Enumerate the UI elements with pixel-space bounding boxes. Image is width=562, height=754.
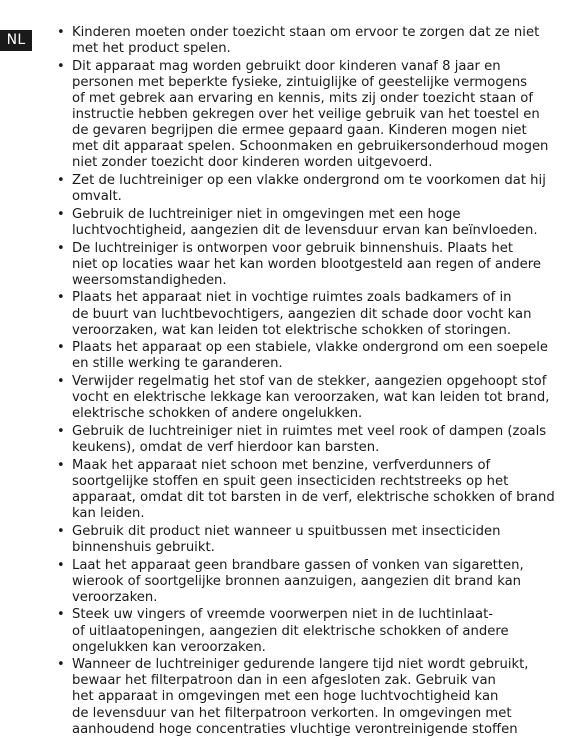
list-item-text-line: vocht en elektrische lekkage kan veroorzaken, wat kan leiden tot brand, bbox=[72, 390, 550, 406]
list-item-text-line: of met gebrek aan ervaring en kennis, mits zij onder toezicht staan of bbox=[72, 90, 533, 106]
bullet-icon: • bbox=[57, 240, 65, 256]
list-item bbox=[56, 457, 555, 522]
language-badge: NL bbox=[0, 30, 32, 51]
list-item-text-line: omvalt. bbox=[72, 189, 122, 205]
list-item bbox=[56, 58, 549, 172]
list-item-text-line: veroorzaken. bbox=[72, 589, 158, 605]
bullet-icon: • bbox=[57, 424, 65, 439]
bullet-icon: • bbox=[57, 290, 65, 306]
list-item-text-line: Dit apparaat mag worden gebruikt door kinderen vanaf 8 jaar en bbox=[72, 58, 501, 74]
list-item-text-line: Laat het apparaat geen brandbare gassen of vonken van sigaretten, bbox=[72, 557, 524, 573]
list-item-text-line: de levensduur van het filterpatroon verkorten. In omgevingen met bbox=[72, 705, 512, 721]
list-item-text-line: de gevaren begrijpen die ermee gepaard gaan. Kinderen mogen niet bbox=[72, 123, 527, 139]
bullet-icon: • bbox=[57, 173, 65, 189]
list-item-text-line: weersomstandigheden. bbox=[72, 272, 227, 288]
bullet-icon: • bbox=[57, 25, 65, 40]
list-item-text-line: apparaat, omdat dit tot barsten in de verf, elektrische schokken of brand bbox=[72, 489, 555, 505]
safety-list bbox=[56, 25, 555, 738]
list-item bbox=[56, 424, 546, 456]
list-item-text-line: aanhoudend hoge concentraties vluchtige verontreinigende stoffen bbox=[72, 721, 518, 737]
list-item-text-line: personen met beperkte fysieke, zintuiglijke of geestelijke vermogens bbox=[72, 74, 528, 90]
list-item-text-line: Maak het apparaat niet schoon met benzine, verfverdunners of bbox=[72, 457, 491, 473]
list-item-text-line: niet op locaties waar het kan worden blootgesteld aan regen of andere bbox=[72, 256, 541, 272]
bullet-icon: • bbox=[57, 657, 65, 673]
list-item bbox=[56, 241, 546, 289]
list-item-text-line: instructie hebben gekregen over het veilige gebruik van het toestel en bbox=[72, 107, 540, 123]
list-item-text-line: het apparaat in omgevingen met een hoge luchtvochtigheid kan bbox=[72, 689, 499, 705]
bullet-icon: • bbox=[57, 206, 65, 222]
list-item-text-line: de buurt van luchtbevochtigers, aangezien dit schade door vocht kan bbox=[72, 306, 532, 322]
list-item-text-line: of uitlaatopeningen, aangezien dit elektrische schokken of andere bbox=[72, 623, 509, 639]
safety-instructions bbox=[56, 25, 555, 739]
list-item bbox=[56, 607, 546, 655]
list-item-text-line: en stille werking te garanderen. bbox=[72, 356, 283, 372]
bullet-icon: • bbox=[57, 340, 65, 356]
list-item-text-line: Plaats het apparaat niet in vochtige ruimtes zoals badkamers of in bbox=[72, 290, 512, 306]
list-item bbox=[56, 173, 546, 205]
list-item-text-line: Gebruik de luchtreiniger niet in ruimtes met veel rook of dampen (zoals bbox=[72, 424, 547, 439]
list-item-text-line: luchtvochtigheid, aangezien dit de levensduur ervan kan beïnvloeden. bbox=[72, 222, 538, 238]
list-item-text-line: niet zonder toezicht door kinderen worden uitgevoerd. bbox=[72, 155, 433, 171]
list-item-text-line: Gebruik de luchtreiniger niet in omgevingen met een hoge bbox=[72, 206, 461, 222]
bullet-icon: • bbox=[57, 557, 65, 573]
list-item-text-line: ongelukken kan veroorzaken. bbox=[72, 639, 266, 655]
list-item-text-line: wierook of soortgelijke bronnen aanzuigen, aangezien dit brand kan bbox=[72, 573, 522, 589]
list-item bbox=[56, 25, 546, 57]
list-item bbox=[56, 558, 546, 606]
list-item-text-line: soortgelijke stoffen en spuit geen insecticiden rechtstreeks op het bbox=[72, 473, 509, 489]
list-item bbox=[56, 657, 546, 737]
list-item-text-line: bewaar het filterpatroon dan in een afgesloten zak. Gebruik van bbox=[72, 673, 496, 689]
list-item bbox=[56, 374, 550, 422]
list-item-text-line: De luchtreiniger is ontworpen voor gebruik binnenshuis. Plaats het bbox=[72, 240, 513, 256]
list-item-text-line: met het product spelen. bbox=[72, 41, 231, 57]
list-item-text-line: elektrische schokken of andere ongelukken. bbox=[72, 406, 363, 422]
list-item bbox=[56, 340, 546, 372]
list-item-text-line: Steek uw vingers of vreemde voorwerpen niet in de luchtinlaat- bbox=[72, 607, 494, 623]
list-item-text-line: Gebruik dit product niet wanneer u spuitbussen met insecticiden bbox=[72, 523, 501, 539]
list-item-text-line: Wanneer de luchtreiniger gedurende langere tijd niet wordt gebruikt, bbox=[72, 657, 529, 673]
list-item bbox=[56, 524, 546, 556]
bullet-icon: • bbox=[57, 607, 65, 623]
bullet-icon: • bbox=[57, 457, 65, 473]
list-item-text-line: Kinderen moeten onder toezicht staan om ervoor te zorgen dat ze niet bbox=[72, 25, 540, 40]
bullet-icon: • bbox=[57, 58, 65, 74]
list-item bbox=[56, 290, 546, 338]
list-item-text-line: Zet de luchtreiniger op een vlakke ondergrond om te voorkomen dat hij bbox=[72, 173, 546, 189]
bullet-icon: • bbox=[57, 523, 65, 539]
list-item-text-line: veroorzaken, wat kan leiden tot elektrische schokken of storingen. bbox=[72, 322, 512, 338]
list-item-text-line: binnenshuis gebruikt. bbox=[72, 539, 215, 555]
list-item-text-line: Plaats het apparaat op een stabiele, vlakke ondergrond om een soepele bbox=[72, 340, 548, 356]
list-item-text-line: keukens), omdat de verf hierdoor kan barsten. bbox=[72, 440, 380, 456]
list-item-text-line: met dit apparaat spelen. Schoonmaken en gebruikersonderhoud mogen bbox=[72, 139, 549, 155]
bullet-icon: • bbox=[57, 374, 65, 390]
list-item-text-line: kan leiden. bbox=[72, 506, 145, 522]
list-item-text-line: Verwijder regelmatig het stof van de stekker, aangezien opgehoopt stof bbox=[72, 374, 547, 390]
list-item bbox=[56, 207, 546, 239]
